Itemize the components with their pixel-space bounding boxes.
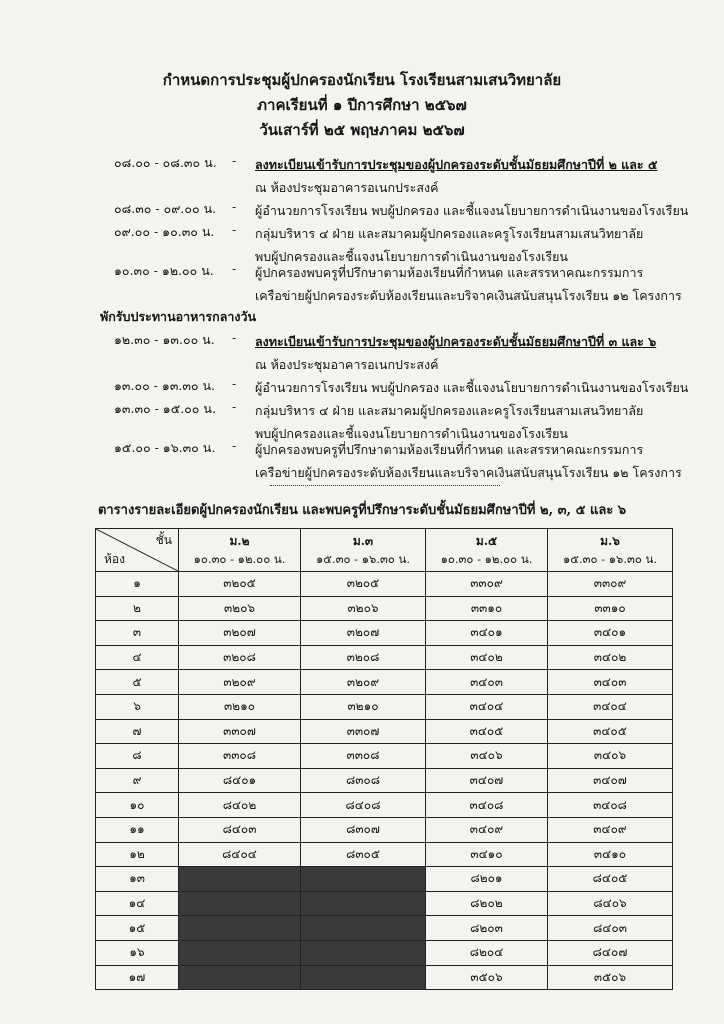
document-header <box>0 68 724 143</box>
room-location-cell: ๓๒๐๖ <box>301 596 426 621</box>
table-row <box>96 793 673 818</box>
column-grade: ม.๓ <box>352 534 374 548</box>
room-location-cell: ๓๒๐๕ <box>301 572 426 597</box>
room-location-cell: ๓๒๐๘ <box>179 645 301 670</box>
column-grade: ม.๕ <box>475 534 498 548</box>
corner-grade-label: ชั้น <box>155 533 172 547</box>
table-row <box>96 891 673 916</box>
room-location-cell: ๓๔๐๖ <box>425 744 547 769</box>
schedule-desc-line1: ผู้อำนวยการโรงเรียน พบผู้ปกครอง และชี้แจงนโยบายการดำเนินงานของโรงเรียน <box>255 203 689 218</box>
table-header-row <box>96 529 673 572</box>
schedule-dash: - <box>232 199 237 214</box>
room-location-cell: ๓๔๑๐ <box>548 842 673 867</box>
room-location-cell: ๘๔๐๒ <box>179 793 301 818</box>
corner-room-label: ห้อง <box>104 552 125 566</box>
room-location-cell: ๘๔๐๘ <box>301 793 426 818</box>
room-location-cell: ๘๒๐๑ <box>425 867 547 892</box>
table-row <box>96 694 673 719</box>
room-number-cell: ๕ <box>96 670 179 695</box>
room-table <box>95 528 673 990</box>
room-location-cell <box>301 965 426 990</box>
room-location-cell: ๘๒๐๒ <box>425 891 547 916</box>
room-location-cell: ๓๒๑๐ <box>301 694 426 719</box>
room-location-cell: ๓๔๐๙ <box>548 817 673 842</box>
room-location-cell: ๓๒๐๗ <box>179 621 301 646</box>
room-number-cell: ๑ <box>96 572 179 597</box>
room-location-cell: ๓๓๑๐ <box>425 596 547 621</box>
table-row <box>96 965 673 990</box>
column-header-m2 <box>179 529 301 572</box>
schedule-dash: - <box>232 222 237 237</box>
room-location-cell <box>179 867 301 892</box>
schedule-dash: - <box>232 376 237 391</box>
schedule-desc-line2: พบผู้ปกครองและชี้แจงนโยบายการดำเนินงานของโรงเรียน <box>255 426 568 441</box>
room-location-cell: ๓๒๐๙ <box>179 670 301 695</box>
room-location-cell: ๓๔๐๓ <box>548 670 673 695</box>
room-location-cell: ๓๒๐๙ <box>301 670 426 695</box>
schedule-desc-line2: ณ ห้องประชุมอาคารอเนกประสงค์ <box>255 357 439 372</box>
column-time: ๑๕.๓๐ - ๑๖.๓๐ น. <box>315 552 411 566</box>
room-location-cell: ๓๔๐๘ <box>548 793 673 818</box>
schedule-desc-line2: เครือข่ายผู้ปกครองระดับห้องเรียนและบริจาคเงินสนับสนุนโรงเรียน ๑๒ โครงการ <box>255 465 682 480</box>
room-location-cell: ๓๔๐๖ <box>548 744 673 769</box>
schedule-dash: - <box>232 438 237 453</box>
room-location-cell: ๓๒๐๗ <box>301 621 426 646</box>
table-row <box>96 670 673 695</box>
table-row <box>96 572 673 597</box>
table-row <box>96 645 673 670</box>
room-location-cell: ๓๔๐๗ <box>425 768 547 793</box>
room-location-cell: ๘๔๐๑ <box>179 768 301 793</box>
room-location-cell: ๘๔๐๗ <box>548 940 673 965</box>
column-header-m5 <box>425 529 547 572</box>
room-location-cell: ๓๔๐๗ <box>548 768 673 793</box>
room-number-cell: ๑๓ <box>96 867 179 892</box>
schedule-desc-line2: เครือข่ายผู้ปกครองระดับห้องเรียนและบริจาคเงินสนับสนุนโรงเรียน ๑๒ โครงการ <box>255 288 682 303</box>
room-location-cell: ๘๔๐๔ <box>179 842 301 867</box>
table-row <box>96 916 673 941</box>
room-location-cell: ๓๒๐๘ <box>301 645 426 670</box>
room-location-cell <box>301 867 426 892</box>
room-number-cell: ๑๐ <box>96 793 179 818</box>
schedule-desc-line1: กลุ่มบริหาร ๔ ฝ่าย และสมาคมผู้ปกครองและครูโรงเรียนสามเสนวิทยาลัย <box>255 226 644 241</box>
table-title: ตารางรายละเอียดผู้ปกครองนักเรียน และพบครูที่ปรึกษาระดับชั้นมัธยมศึกษาปีที่ ๒, ๓, ๕ และ ๖ <box>97 503 627 518</box>
room-location-cell: ๘๓๐๘ <box>301 768 426 793</box>
room-location-cell: ๓๓๐๙ <box>548 572 673 597</box>
room-location-cell <box>301 940 426 965</box>
room-location-cell: ๘๒๐๓ <box>425 916 547 941</box>
column-grade: ม.๖ <box>600 534 620 548</box>
schedule-time: ๐๘.๓๐ - ๐๙.๐๐ น. <box>114 201 217 216</box>
room-location-cell: ๓๔๐๘ <box>425 793 547 818</box>
room-location-cell: ๓๔๐๙ <box>425 817 547 842</box>
room-location-cell: ๓๔๐๓ <box>425 670 547 695</box>
table-row <box>96 842 673 867</box>
room-number-cell: ๑๗ <box>96 965 179 990</box>
schedule-desc-line1: ลงทะเบียนเข้ารับการประชุมของผู้ปกครองระดับชั้นมัธยมศึกษาปีที่ ๒ และ ๕ <box>255 157 658 172</box>
room-location-cell <box>179 965 301 990</box>
room-location-cell: ๘๔๐๕ <box>548 867 673 892</box>
room-location-cell <box>179 916 301 941</box>
header-title: กำหนดการประชุมผู้ปกครองนักเรียน โรงเรียนสามเสนวิทยาลัย <box>162 71 562 89</box>
room-location-cell: ๓๕๐๖ <box>548 965 673 990</box>
dotted-divider <box>270 485 500 486</box>
column-time: ๑๐.๓๐ - ๑๒.๐๐ น. <box>440 552 533 566</box>
schedule-desc-line1: ผู้ปกครองพบครูที่ปรึกษาตามห้องเรียนที่กำหนด และสรรหาคณะกรรมการ <box>255 442 644 457</box>
schedule-dash: - <box>232 330 237 345</box>
room-location-cell: ๓๔๐๒ <box>425 645 547 670</box>
room-number-cell: ๓ <box>96 621 179 646</box>
header-semester: ภาคเรียนที่ ๑ ปีการศึกษา ๒๕๖๗ <box>257 96 467 114</box>
room-number-cell: ๑๒ <box>96 842 179 867</box>
table-row <box>96 719 673 744</box>
room-location-cell: ๓๓๑๐ <box>548 596 673 621</box>
room-number-cell: ๙ <box>96 768 179 793</box>
room-location-cell: ๘๓๐๕ <box>301 842 426 867</box>
room-location-cell: ๓๒๐๕ <box>179 572 301 597</box>
schedule-time: ๑๒.๓๐ - ๑๓.๐๐ น. <box>114 332 215 347</box>
room-number-cell: ๘ <box>96 744 179 769</box>
room-location-cell: ๓๓๐๘ <box>179 744 301 769</box>
table-row <box>96 817 673 842</box>
lunch-break: พักรับประทานอาหารกลางวัน <box>100 309 257 324</box>
room-number-cell: ๗ <box>96 719 179 744</box>
column-header-m6 <box>548 529 673 572</box>
schedule-dash: - <box>232 153 237 168</box>
column-time: ๑๐.๓๐ - ๑๒.๐๐ น. <box>193 552 286 566</box>
schedule-time: ๑๓.๓๐ - ๑๕.๐๐ น. <box>114 401 216 416</box>
room-number-cell: ๔ <box>96 645 179 670</box>
room-location-cell: ๓๔๐๕ <box>548 719 673 744</box>
room-location-cell <box>179 940 301 965</box>
schedule-dash: - <box>232 399 237 414</box>
room-number-cell: ๑๔ <box>96 891 179 916</box>
column-time: ๑๕.๓๐ - ๑๖.๓๐ น. <box>562 552 658 566</box>
header-date: วันเสาร์ที่ ๒๕ พฤษภาคม ๒๕๖๗ <box>259 121 465 139</box>
room-location-cell: ๓๔๐๔ <box>425 694 547 719</box>
room-location-cell: ๓๔๐๑ <box>425 621 547 646</box>
room-location-cell: ๘๓๐๗ <box>301 817 426 842</box>
room-location-cell: ๓๔๐๔ <box>548 694 673 719</box>
room-location-cell: ๘๔๐๓ <box>548 916 673 941</box>
room-location-cell: ๓๔๐๒ <box>548 645 673 670</box>
schedule-time: ๑๐.๓๐ - ๑๒.๐๐ น. <box>114 263 214 278</box>
room-number-cell: ๑๕ <box>96 916 179 941</box>
table-row <box>96 867 673 892</box>
schedule-desc-line1: ลงทะเบียนเข้ารับการประชุมของผู้ปกครองระดับชั้นมัธยมศึกษาปีที่ ๓ และ ๖ <box>255 334 657 349</box>
room-number-cell: ๖ <box>96 694 179 719</box>
room-location-cell: ๓๓๐๗ <box>179 719 301 744</box>
table-row <box>96 621 673 646</box>
schedule-desc-line1: ผู้ปกครองพบครูที่ปรึกษาตามห้องเรียนที่กำหนด และสรรหาคณะกรรมการ <box>255 265 644 280</box>
schedule-time: ๑๓.๐๐ - ๑๓.๓๐ น. <box>114 378 216 393</box>
room-location-cell: ๓๒๐๖ <box>179 596 301 621</box>
schedule-time: ๑๕.๐๐ - ๑๖.๓๐ น. <box>114 440 216 455</box>
schedule-time: ๐๙.๐๐ - ๑๐.๓๐ น. <box>114 224 215 239</box>
room-location-cell: ๓๔๐๑ <box>548 621 673 646</box>
room-location-cell: ๓๓๐๘ <box>301 744 426 769</box>
room-location-cell: ๘๒๐๔ <box>425 940 547 965</box>
room-location-cell <box>301 891 426 916</box>
table-corner-cell <box>96 529 179 572</box>
column-header-m3 <box>301 529 426 572</box>
room-location-cell: ๓๓๐๗ <box>301 719 426 744</box>
room-location-cell: ๓๒๑๐ <box>179 694 301 719</box>
room-location-cell: ๘๔๐๓ <box>179 817 301 842</box>
room-location-cell: ๘๔๐๖ <box>548 891 673 916</box>
schedule-time: ๐๘.๐๐ - ๐๘.๓๐ น. <box>114 155 217 170</box>
schedule-desc-line2: พบผู้ปกครองและชี้แจงนโยบายการดำเนินงานของโรงเรียน <box>255 249 568 264</box>
schedule-dash: - <box>232 261 237 276</box>
room-number-cell: ๑๑ <box>96 817 179 842</box>
table-row <box>96 768 673 793</box>
room-location-cell: ๓๔๐๕ <box>425 719 547 744</box>
table-row <box>96 940 673 965</box>
room-location-cell: ๓๕๐๖ <box>425 965 547 990</box>
schedule-desc-line2: ณ ห้องประชุมอาคารอเนกประสงค์ <box>255 180 439 195</box>
table-body <box>96 572 673 990</box>
room-location-cell <box>301 916 426 941</box>
room-location-cell <box>179 891 301 916</box>
table-row <box>96 596 673 621</box>
column-grade: ม.๒ <box>229 534 250 548</box>
room-location-cell: ๓๓๐๙ <box>425 572 547 597</box>
schedule-desc-line1: ผู้อำนวยการโรงเรียน พบผู้ปกครอง และชี้แจงนโยบายการดำเนินงานของโรงเรียน <box>255 380 689 395</box>
table-row <box>96 744 673 769</box>
room-number-cell: ๒ <box>96 596 179 621</box>
room-location-cell: ๓๔๑๐ <box>425 842 547 867</box>
schedule-desc-line1: กลุ่มบริหาร ๔ ฝ่าย และสมาคมผู้ปกครองและครูโรงเรียนสามเสนวิทยาลัย <box>255 403 644 418</box>
room-number-cell: ๑๖ <box>96 940 179 965</box>
